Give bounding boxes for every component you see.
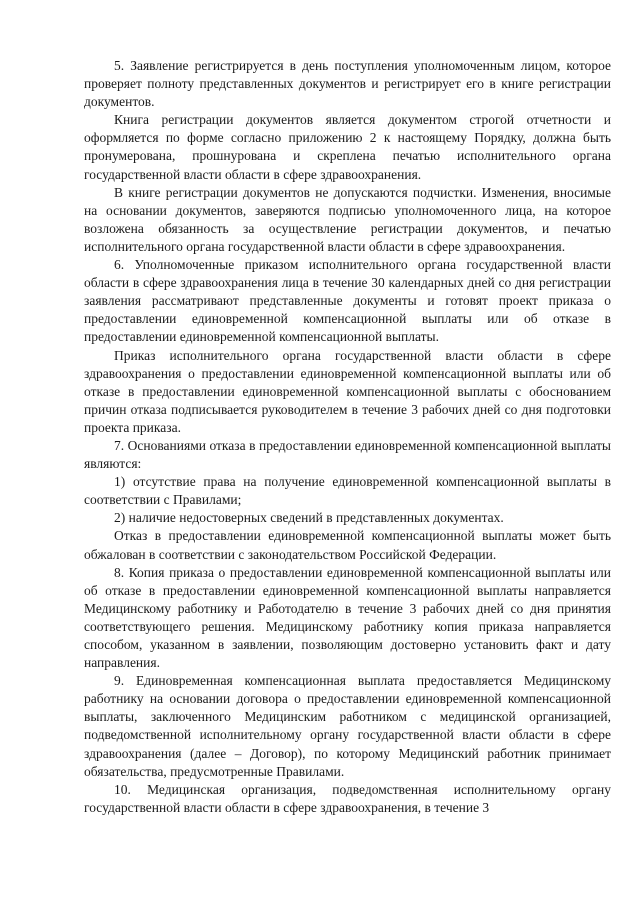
paragraph-8-copy-of-order: 8. Копия приказа о предоставлении единовременной компенсационной выплаты или об отказе в предоставлении единовременной компенсационной выплаты направляется Медицинскому работнику и Работодателю в течение 3 рабочих дней со дня принятия соответствующего решения. Медицинскому работнику копия приказа направляется способом, указанном в заявлении, позволяющим достоверно установить факт и дату направления. <box>84 564 611 671</box>
list-item-false-info: 2) наличие недостоверных сведений в представленных документах. <box>114 510 504 526</box>
paragraph-5-registration: 5. Заявление регистрируется в день поступления уполномоченным лицом, которое проверяет полноту представленных документов и регистрирует его в книге регистрации документов. <box>84 58 611 110</box>
document-page <box>84 57 611 817</box>
paragraph-appeal: Отказ в предоставлении единовременной компенсационной выплаты может быть обжалован в соответствии с законодательством Российской Федерации. <box>84 528 611 562</box>
paragraph-6-review: 6. Уполномоченные приказом исполнительного органа государственной власти области в сфере здравоохранения лица в течение 30 календарных дней со дня регистрации заявления рассматривают представленные документы и готовят проект приказа о предоставлении единовременной компенсационной выплаты или об отказе в предоставлении единовременной компенсационной выплаты. <box>84 257 611 345</box>
paragraph-10-medical-org: 10. Медицинская организация, подведомственная исполнительному органу государственной власти области в сфере здравоохранения, в течение 3 <box>84 781 611 815</box>
paragraph-7-refusal-grounds: 7. Основаниями отказа в предоставлении единовременной компенсационной выплаты являются: <box>84 437 611 472</box>
paragraph-registration-book: Книга регистрации документов является документом строгой отчетности и оформляется по форме согласно приложению 2 к настоящему Порядку, должна быть пронумерована, прошнурована и скреплена печатью исполнительного органа государственной власти области в сфере здравоохранения. <box>84 112 611 182</box>
paragraph-order-signing: Приказ исполнительного органа государственной власти области в сфере здравоохранения о предоставлении единовременной компенсационной выплаты или об отказе в предоставлении единовременной компенсационной выплаты с обоснованием причин отказа подписывается руководителем в течение 3 рабочих дней со дня подготовки проекта приказа. <box>84 347 611 435</box>
paragraph-no-erasures: В книге регистрации документов не допускаются подчистки. Изменения, вносимые на основании документов, заверяются подписью уполномоченного лица, на которое возложена обязанность за осуществление регистрации документов, и печатью исполнительного органа государственной власти области в сфере здравоохранения. <box>84 184 611 254</box>
paragraph-9-agreement: 9. Единовременная компенсационная выплата предоставляется Медицинскому работнику на основании договора о предоставлении единовременной компенсационной выплаты, заключенного Медицинским работником с медицинской организацией, подведомственной исполнительному органу государственной власти области в сфере здравоохранения (далее – Договор), по которому Медицинский работник принимает обязательства, предусмотренные Правилами. <box>84 673 611 779</box>
list-item-no-right: 1) отсутствие права на получение единовременной компенсационной выплаты в соответствии с Правилами; <box>84 474 611 508</box>
